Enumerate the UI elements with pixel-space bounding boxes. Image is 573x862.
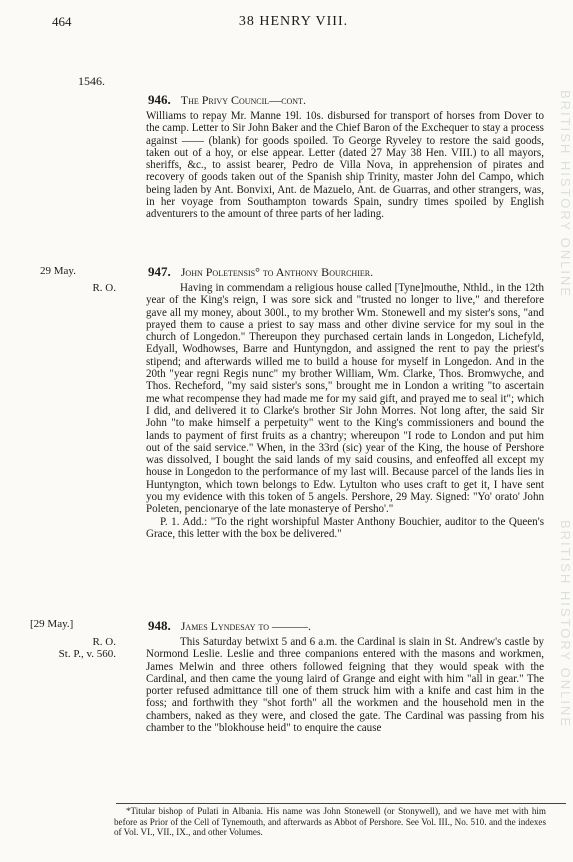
footnote-text: *Titular bishop of Pulati in Albania. His name was John Stonewell (or Stonywell), and we have met with him before as Prior of the Cell of Tynemouth, and afterwards as Abbot of Pershore. See Vol. III., No. 510. and the indexes of Vol. VI., VII., IX., and other Volumes. (114, 806, 546, 838)
entry-948-source: R. O. (92, 636, 116, 648)
entry-947-date: 29 May. (40, 265, 76, 277)
entry-number: 948. (148, 618, 171, 633)
entry-948-source-ref: St. P., v. 560. (58, 648, 116, 660)
footnote (114, 806, 546, 838)
watermark: BRITISH HISTORY ONLINE (558, 520, 573, 728)
year-label: 1546. (78, 74, 105, 88)
entry-948-heading (148, 618, 311, 634)
entry-947-body (146, 282, 544, 540)
entry-number: 947. (148, 264, 171, 279)
entry-948-body (146, 636, 544, 734)
entry-946-body (146, 110, 544, 221)
paragraph: Williams to repay Mr. Manne 19l. 10s. disbursed for transport of horses from Dover to the camp. Letter to Sir John Baker and the Chief Baron of the Exchequer to stay a process against —— (blank) for goods spoiled. To George Ryveley to restore the said goods, taken out of a hoy, or else appear. Letter (dated 27 May 38 Hen. VIII.) to all mayors, sheriffs, &c., to assist bearer, Pedro de Villa Nova, in apprehension of pirates and recovery of goods taken out of the Spanish ship Trinity, master John del Campo, which being laden by Ant. Bonvixi, Ant. de Mazuelo, Ant. de Guarras, and other strangers, was, in her voyage from Southampton towards Spain, sundry times spoiled by English adventurers to the amount of three parts of her lading. (146, 110, 544, 221)
watermark: BRITISH HISTORY ONLINE (558, 90, 573, 298)
entry-title: The Privy Council—cont. (180, 93, 306, 107)
running-title: 38 HENRY VIII. (238, 14, 349, 29)
entry-title: John Poletensis° to Anthony Bourchier. (180, 265, 374, 279)
entry-946-heading (148, 92, 306, 108)
entry-number: 946. (148, 92, 171, 107)
entry-947-heading (148, 264, 373, 280)
paragraph: Having in commendam a religious house called [Tyne]mouthe, Nthld., in the 12th year of the King's reign, I was sore sick and "trusted no longer to live," and therefore gave all my money, about 300l., to my brother Wm. Stonewell and my sister's sons, "and prayed them to cause a priest to say mass and other divine service for my soul in the church of Longedon." Thereupon they purchased certain lands in Longedon, Lichefyld, Edyall, Wodhowses, Barre and Huntyngdon, and assigned the rent to pay the priest's stipend; and afterwards willed me to build a house for myself in Longedon. And in the 20th "year regni Regis nunc" my brother William, Wm. Clarke, Thos. Bromwyche, and Thos. Recheford, "my said sister's sons," brought me in London a writing "to ascertain me what recompense they had made me for my said gift, and prayed me to seal it"; which I did, and delivered it to Clarke's brother Sir John Morres. Not long after, the said Sir John "to make himself a perpetuity" went to the King's commissioners and bound the lands to payment of first fruits as a chantry; whereupon "I rode to London and put him out of the said service." When, in the 33rd (sic) year of the King, the house of Pershore was dissolved, I bought the said lands of my said cousins, and enfeoffed all except my house in Longedon to the performance of my last will. Because parcel of the lands lies in Huntyngton, which town belongs to Edw. Lytulton who uses craft to get it, I have sent you my evidence with this token of 5 angels. Pershore, 29 May. Signed: "Yo' orato' John Poleten, pencionarye of the late monasterye of Persho'." (146, 282, 544, 516)
footnote-rule (116, 803, 566, 804)
entry-948-date: [29 May.] (30, 618, 74, 630)
entry-947-source: R. O. (92, 282, 116, 294)
paragraph: This Saturday betwixt 5 and 6 a.m. the Cardinal is slain in St. Andrew's castle by Normond Leslie. Leslie and three companions entered with the masons and workmen, James Melwin and three others followed feigning that they would speak with the Cardinal, and then came the young laird of Grange and eight with him "all in gear." The porter refused admittance till one of them struck him with a knife and cast him in the foss; and forthwith they "shot forth" all the workmen and the household men in the chambers, naked as they were, and closed the gate. The Cardinal was passing from his chamber to the "blokhouse heid" to enquire the cause (146, 636, 544, 735)
page-number: 464 (52, 14, 72, 29)
entry-title: James Lyndesay to ———. (180, 619, 311, 633)
paragraph: P. 1. Add.: "To the right worshipful Master Anthony Bouchier, auditor to the Queen's Grace, this letter with the box be delivered." (146, 515, 544, 540)
